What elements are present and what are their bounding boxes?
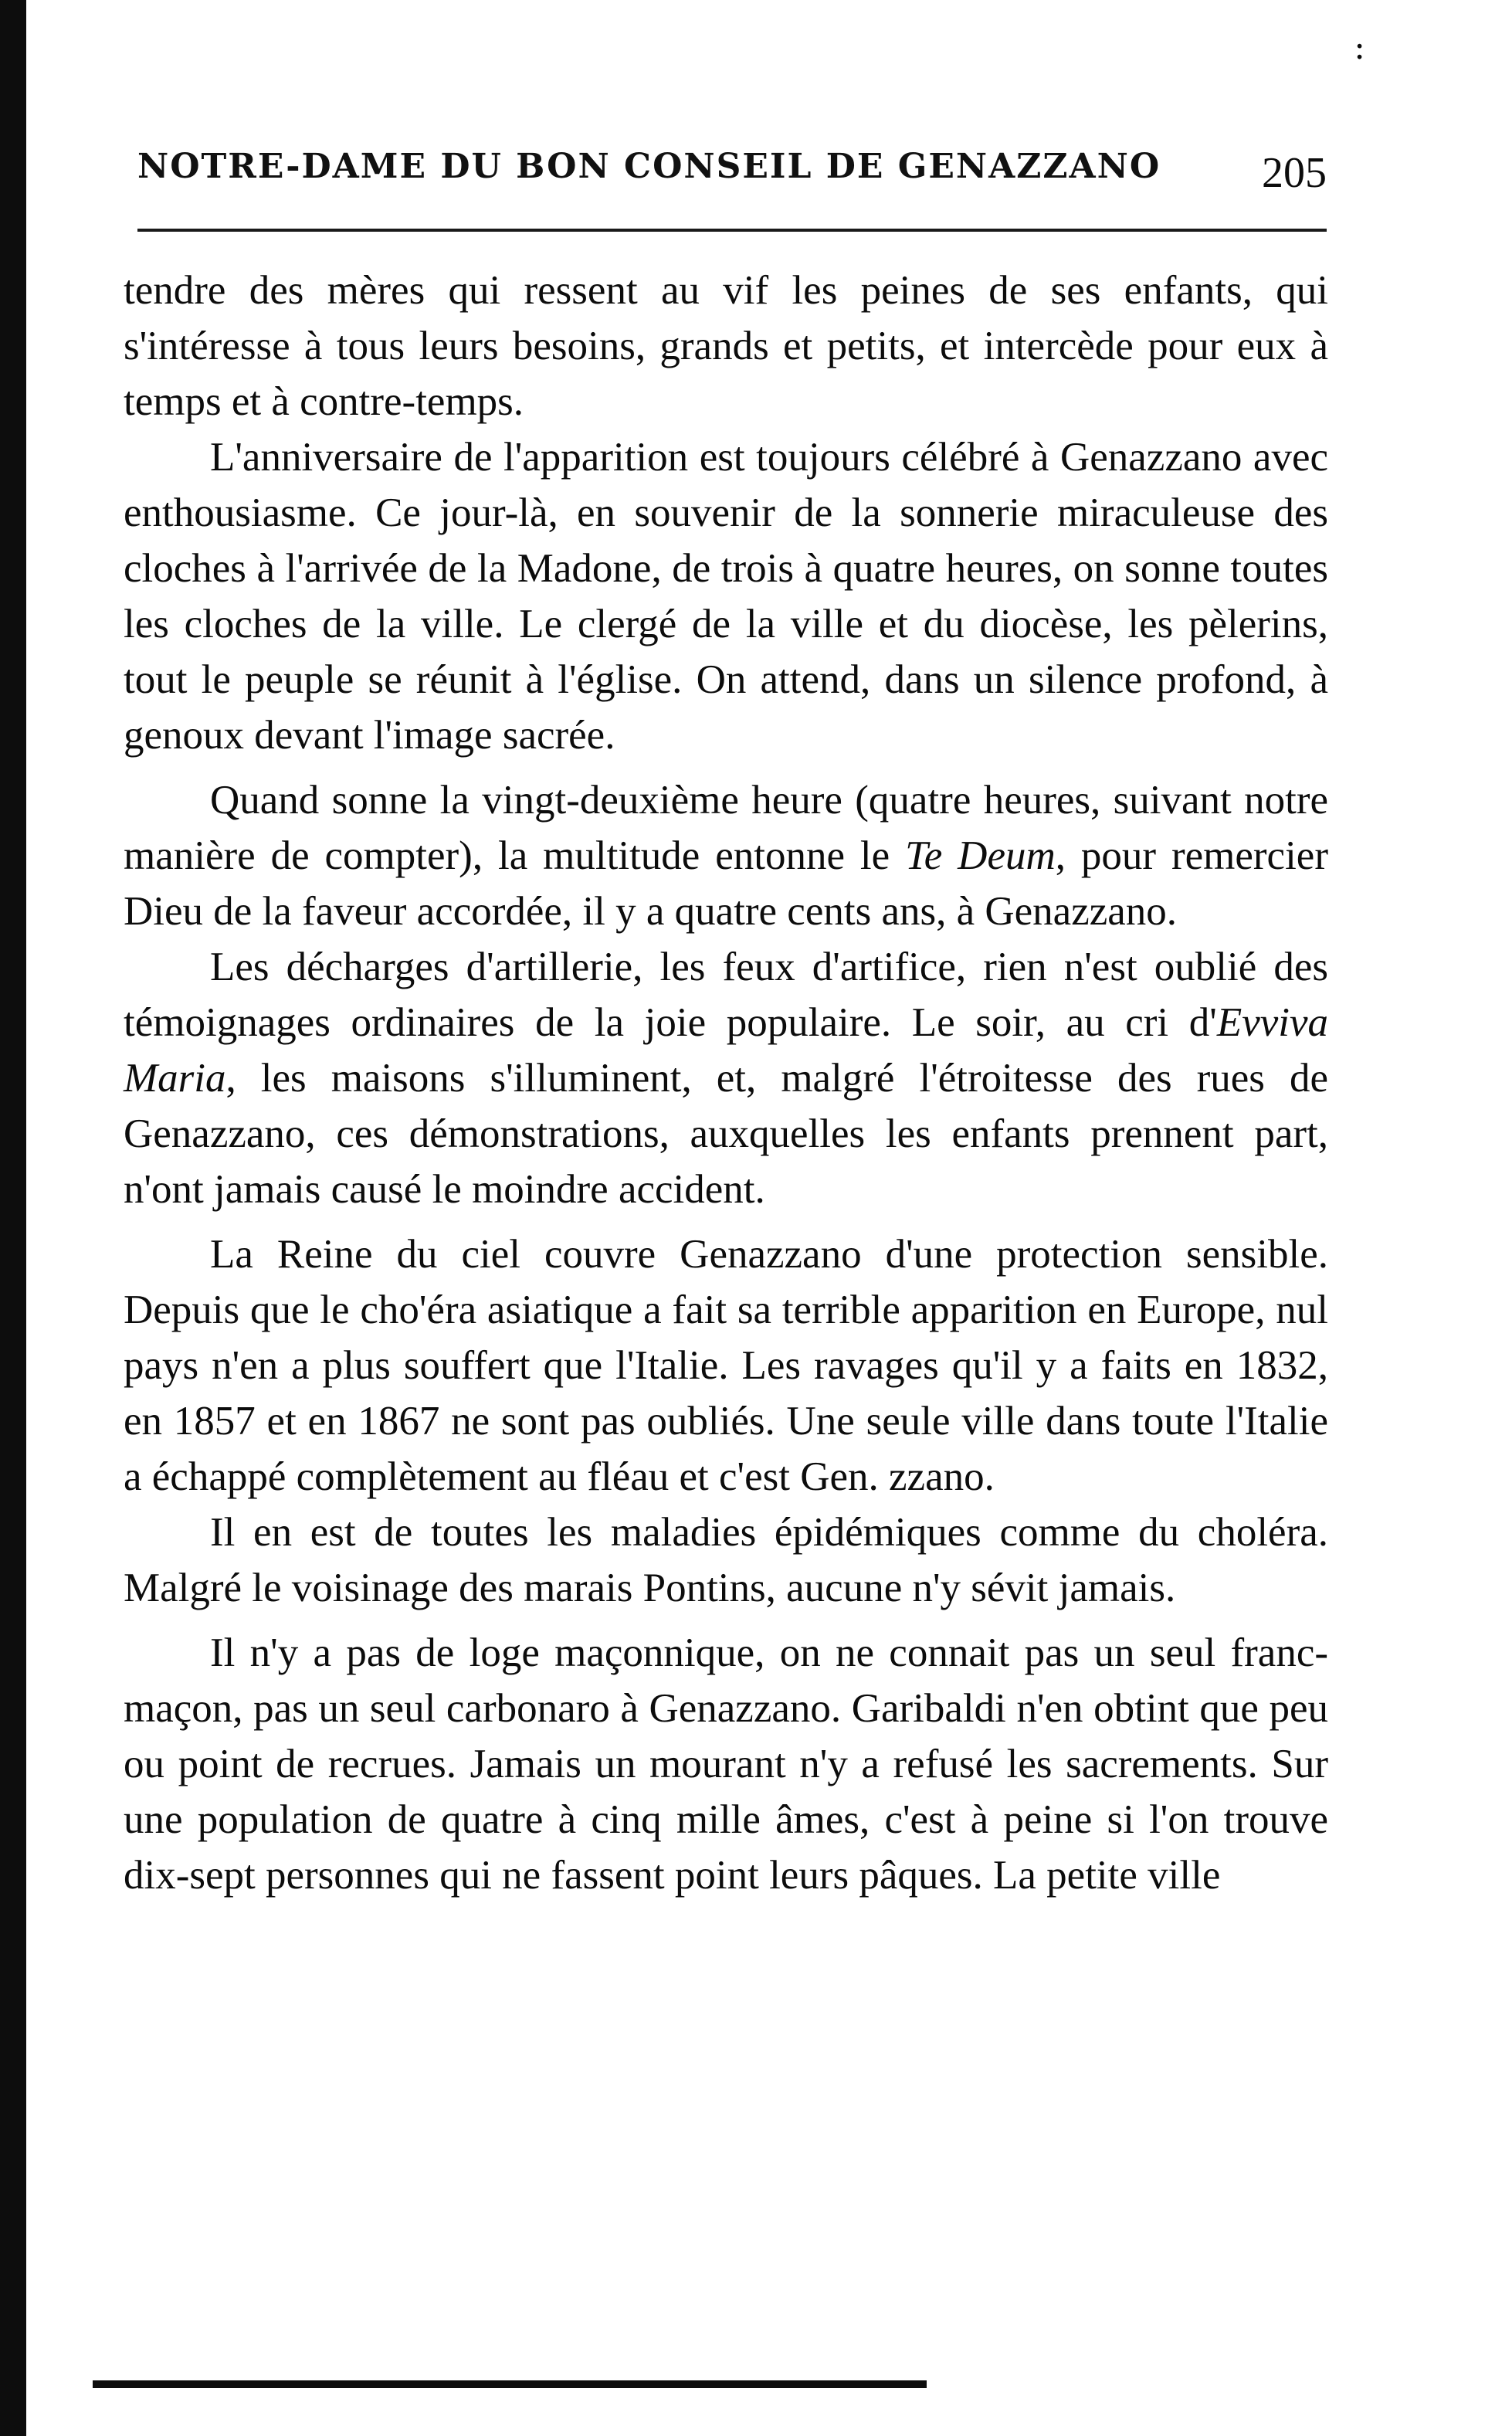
running-title: NOTRE-DAME DU BON CONSEIL DE GENAZZANO xyxy=(137,147,1161,186)
paragraph-text: Les décharges d'artillerie, les feux d'artifice, rien n'est oublié des témoignages ordinaires de la joie populaire. Le soir, au cri d' xyxy=(124,945,1328,1045)
header-rule xyxy=(137,229,1327,232)
running-head xyxy=(137,147,1327,201)
corner-mark: : xyxy=(1354,28,1365,67)
paragraph-text: , les maisons s'illuminent, et, malgré l'étroitesse des rues de Genazzano, ces démonstrations, auxquelles les enfants prennent part, n'ont jamais causé le moindre accident. xyxy=(124,1056,1328,1212)
bottom-scan-rule xyxy=(93,2380,927,2388)
paragraph-3 xyxy=(124,772,1328,939)
page-body xyxy=(124,263,1328,1903)
paragraph-4 xyxy=(124,939,1328,1217)
paragraph-text: Il n'y a pas de loge maçonnique, on ne connait pas un seul franc-maçon, pas un seul carbonaro à Genazzano. Garibaldi n'en obtint que peu ou point de recrues. Jamais un mourant n'y a refusé les sacrements. Sur une population de quatre à cinq mille âmes, c'est à peine si l'on trouve dix-sept personnes qui ne fassent point leurs pâques. La petite ville xyxy=(124,1630,1328,1898)
paragraph-text: Quand sonne la vingt-deuxième heure (quatre heures, suivant notre manière de compter), la multitude entonne le xyxy=(124,778,1328,878)
paragraph-6 xyxy=(124,1505,1328,1616)
paragraph-2 xyxy=(124,429,1328,763)
paragraph-text: Il en est de toutes les maladies épidémiques comme du choléra. Malgré le voisinage des marais Pontins, aucune n'y sévit jamais. xyxy=(124,1510,1328,1610)
paragraph-text: tendre des mères qui ressent au vif les peines de ses enfants, qui s'intéresse à tous leurs besoins, grands et petits, et intercède pour eux à temps et à contre-temps. xyxy=(124,268,1328,424)
paragraph-text: L'anniversaire de l'apparition est toujours célébré à Genazzano avec enthousiasme. Ce jour-là, en souvenir de la sonnerie miraculeuse des cloches à l'arrivée de la Madone, de trois à quatre heures, on sonne toutes les cloches de la ville. Le clergé de la ville et du diocèse, les pèlerins, tout le peuple se réunit à l'église. On attend, dans un silence profond, à genoux devant l'image sacrée. xyxy=(124,435,1328,758)
paragraph-5 xyxy=(124,1226,1328,1505)
italic-evviva-maria: Evviva Maria xyxy=(124,1000,1328,1101)
paragraph-text: , pour remercier Dieu de la faveur accordée, il y a quatre cents ans, à Genazzano. xyxy=(124,833,1328,934)
page-number: 205 xyxy=(1262,149,1327,197)
italic-te-deum: Te Deum xyxy=(905,833,1056,878)
scan-margin-bar xyxy=(0,0,26,2436)
paragraph-text: La Reine du ciel couvre Genazzano d'une protection sensible. Depuis que le cho'éra asiatique a fait sa terrible apparition en Europe, nul pays n'en a plus souffert que l'Italie. Les ravages qu'il y a faits en 1832, en 1857 et en 1867 ne sont pas oubliés. Une seule ville dans toute l'Italie a échappé complètement au fléau et c'est Gen. zzano. xyxy=(124,1232,1328,1499)
paragraph-1 xyxy=(124,263,1328,429)
paragraph-7 xyxy=(124,1625,1328,1903)
